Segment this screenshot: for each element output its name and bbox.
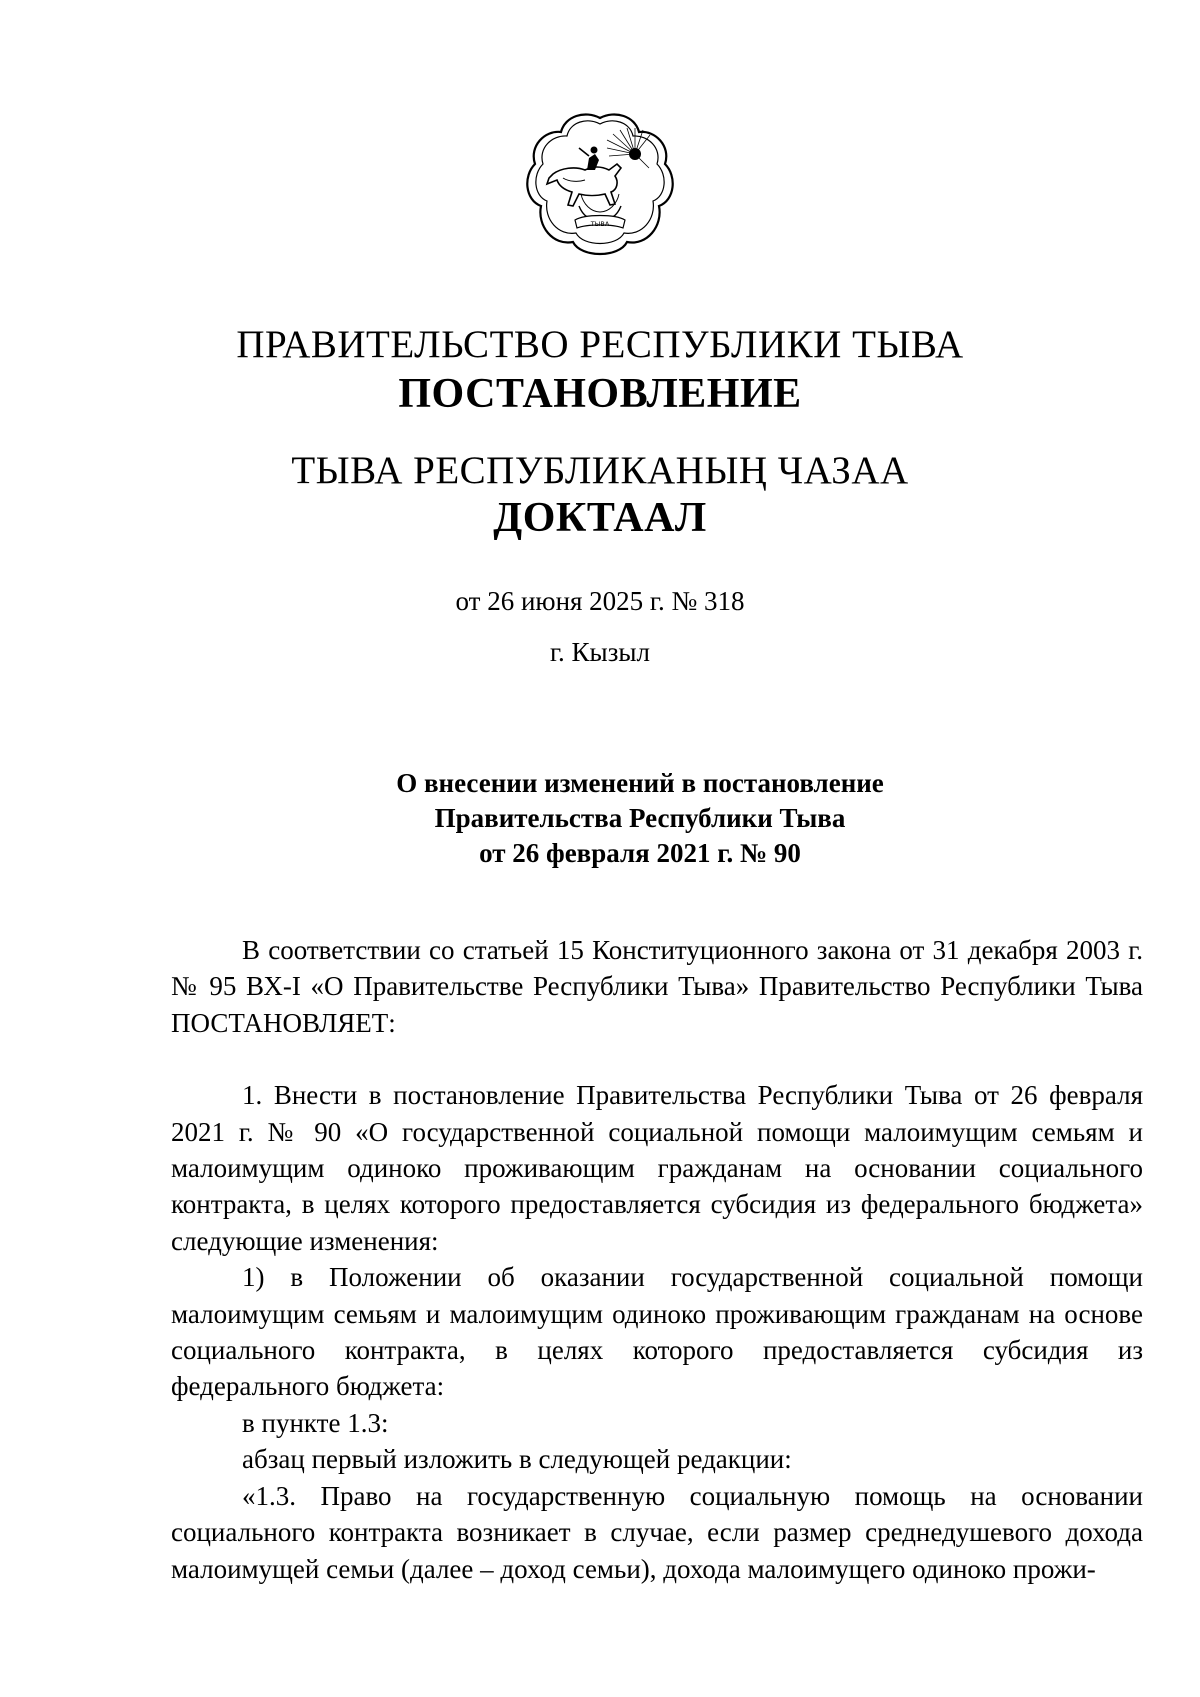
decree-date-number: от 26 июня 2025 г. № 318: [455, 586, 745, 616]
body-paragraph-instruction: абзац первый изложить в следующей редакции:: [242, 1444, 792, 1475]
document-body: [171, 932, 1143, 1587]
body-paragraph-preamble: В соответствии со статьей 15 Конституционного закона от 31 декабря 2003 г. № 95 ВХ-I «О Правительстве Республики Тыва» Правительство Республики Тыва ПОСТАНОВЛЯЕТ:: [171, 935, 1143, 1038]
emblem-ribbon-text: ТЫВА: [590, 220, 610, 228]
body-paragraph-point: в пункте 1.3:: [242, 1407, 389, 1438]
decree-type-ru: ПОСТАНОВЛЕНИЕ: [398, 371, 802, 417]
body-paragraph-quote: «1.3. Право на государственную социальную помощь на основании социального контракта возникает в случае, если размер среднедушевого дохода малоимущей семьи (далее – доход семьи), дохода малоимущего одиноко прожи-: [171, 1480, 1143, 1584]
title-line: Правительства Республики Тыва: [434, 803, 846, 833]
government-title-ru: ПРАВИТЕЛЬСТВО РЕСПУБЛИКИ ТЫВА: [236, 323, 964, 366]
tuva-emblem-icon: [523, 108, 677, 260]
decree-type-tv: ДОКТААЛ: [493, 495, 707, 541]
title-line: О внесении изменений в постановление: [396, 768, 884, 798]
body-paragraph-item-1: 1. Внести в постановление Правительства Республики Тыва от 26 февраля 2021 г. № 90 «О государственной социальной помощи малоимущим семьям и малоимущим одиноко проживающим гражданам на основании социального контракта, в целях которого предоставляется субсидия из федерального бюджета» следующие изменения:: [171, 1080, 1143, 1256]
body-paragraph-subitem-1: 1) в Положении об оказании государственной социальной помощи малоимущим семьям и малоимущим одиноко проживающим гражданам на основе социального контракта, в целях которого предоставляется субсидия из федерального бюджета:: [171, 1262, 1143, 1402]
government-title-tv: ТЫВА РЕСПУБЛИКАНЫҢ ЧАЗАА: [291, 449, 909, 492]
document-title: [396, 766, 884, 871]
decree-city: г. Кызыл: [550, 637, 650, 667]
title-line: от 26 февраля 2021 г. № 90: [479, 838, 801, 868]
